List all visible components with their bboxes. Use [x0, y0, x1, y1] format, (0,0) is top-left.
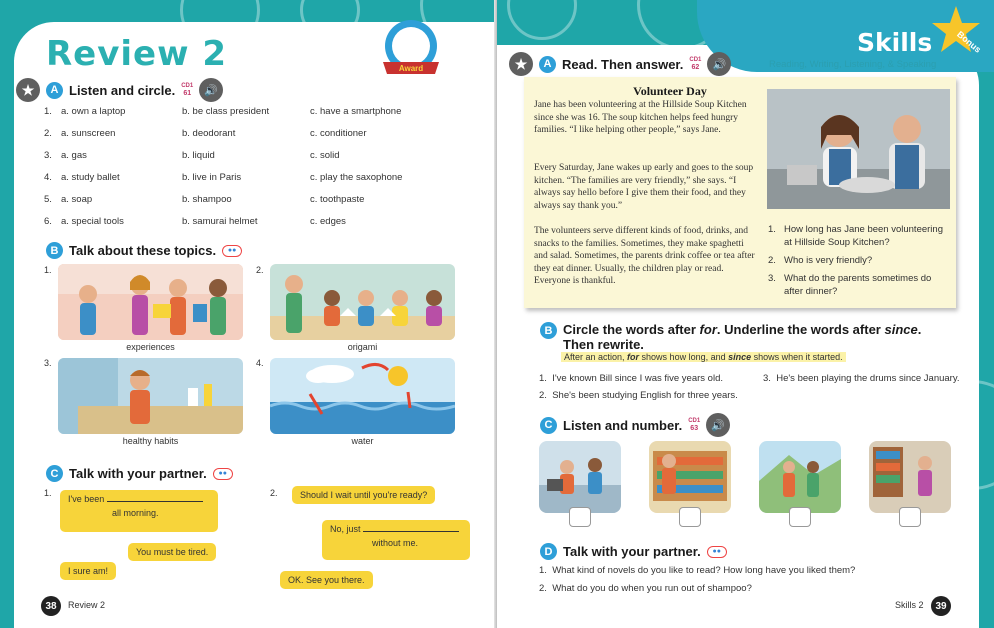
speech-bubble: Should I wait until you're ready? [292, 486, 435, 504]
section-c-heading: Listen and number. [563, 417, 683, 433]
section-c-header [46, 465, 233, 482]
section-a-header [16, 78, 223, 102]
discussion-item: 2. What do you do when you run out of shampoo? [539, 583, 752, 594]
speaker-icon[interactable]: 🔊 [707, 52, 731, 76]
exercise-item: 3. He's been playing the drums since January. [763, 373, 960, 384]
page-title: Skills [857, 28, 933, 57]
volunteer-photo [767, 89, 950, 209]
choice-c[interactable]: c. solid [310, 150, 340, 161]
question-item: 1. How long has Jane been volunteering at Hillside Soup Kitchen? [768, 224, 943, 248]
item-number: 6. [44, 216, 52, 227]
topic-number: 4. [256, 358, 264, 368]
listen-item-row [44, 172, 402, 183]
page-subtitle: Reading, Writing, Listening, & Speaking [769, 59, 937, 70]
star-icon: ★ [16, 78, 40, 102]
topic-image-experiences [58, 264, 243, 340]
item-number: 5. [44, 194, 52, 205]
answer-box[interactable] [569, 507, 591, 527]
story-paragraph: Jane has been volunteering at the Hillside Soup Kitchen since she was 16. The soup kitchen helps feed hungry families. “I like helping other people,” says Jane. [534, 100, 747, 135]
choice-b[interactable]: b. be class president [182, 106, 270, 117]
page-number: 38 [41, 596, 61, 616]
choice-c[interactable]: c. have a smartphone [310, 106, 402, 117]
choice-b[interactable]: b. live in Paris [182, 172, 242, 183]
answer-box[interactable] [679, 507, 701, 527]
topic-number: 1. [44, 265, 52, 275]
section-c-header [540, 413, 730, 437]
choice-a[interactable]: a. soap [61, 194, 93, 205]
bonus-star-icon [929, 4, 983, 58]
choice-b[interactable]: b. deodorant [182, 128, 236, 139]
topic-number: 3. [44, 358, 52, 368]
pair-work-icon: ●● [707, 546, 727, 558]
story-title: Volunteer Day [633, 84, 707, 98]
topic-label: healthy habits [122, 436, 179, 446]
question-item: 3. What do the parents sometimes do after dinner? [768, 273, 932, 297]
choice-a[interactable]: a. own a laptop [61, 106, 126, 117]
item-number: 1. [44, 106, 52, 117]
listen-item-row [44, 106, 401, 117]
answer-box[interactable] [789, 507, 811, 527]
reading-passage [524, 77, 956, 308]
pair-work-icon: ●● [213, 468, 233, 480]
choice-b[interactable]: b. samurai helmet [182, 216, 258, 227]
choice-c[interactable]: c. toothpaste [310, 194, 365, 205]
section-a-header [509, 52, 731, 76]
section-a-heading: Listen and circle. [69, 82, 176, 98]
section-letter: B [46, 242, 63, 259]
listen-item-row [44, 128, 367, 139]
choice-c[interactable]: c. conditioner [310, 128, 367, 139]
section-c-heading: Talk with your partner. [69, 466, 207, 481]
grammar-note: After an action, for shows how long, and since shows when it started. [561, 352, 846, 362]
choice-a[interactable]: a. gas [61, 150, 87, 161]
speech-bubble: OK. See you there. [280, 571, 373, 589]
exercise-item: 1. I've known Bill since I was five years old. [539, 373, 723, 384]
choice-a[interactable]: a. sunscreen [61, 128, 116, 139]
speech-bubble: I've been all morning. [60, 490, 218, 532]
listen-item-row [44, 150, 340, 161]
listening-image [869, 441, 951, 513]
question-list [768, 223, 952, 303]
choice-b[interactable]: b. shampoo [182, 194, 232, 205]
section-a-heading: Read. Then answer. [562, 56, 684, 72]
listening-image [759, 441, 841, 513]
choice-b[interactable]: b. liquid [182, 150, 215, 161]
footer-label: Skills 2 [895, 600, 924, 610]
cd-track: CD1 62 [689, 57, 702, 71]
cd-track: CD1 61 [181, 83, 194, 97]
topic-image-healthy-habits [58, 358, 243, 434]
speaker-icon[interactable]: 🔊 [199, 78, 223, 102]
answer-box[interactable] [899, 507, 921, 527]
speech-bubble: No, just without me. [322, 520, 470, 560]
choice-a[interactable]: a. study ballet [61, 172, 120, 183]
listen-item-row [44, 216, 346, 227]
award-label: Award [398, 64, 424, 73]
choice-c[interactable]: c. edges [310, 216, 346, 227]
topic-label: origami [347, 342, 378, 352]
topic-image-origami [270, 264, 455, 340]
dialog-number: 1. [44, 488, 52, 498]
item-number: 2. [44, 128, 52, 139]
page-number: 39 [931, 596, 951, 616]
item-number: 4. [44, 172, 52, 183]
topic-label: experiences [126, 342, 175, 352]
topic-label: water [351, 436, 374, 446]
section-b-header [46, 242, 242, 259]
story-paragraph: The volunteers serve different kinds of food, drinks, and snacks to the families. Sometimes, they make spaghetti and salad. Sometimes, the parents drink coffee or tea after they eat dinner. Usually, the children play or read. Everyone is thankful. [534, 226, 755, 286]
listen-item-row [44, 194, 364, 205]
cd-track: CD1 63 [688, 418, 701, 432]
star-icon: ★ [509, 52, 533, 76]
section-d-header [540, 543, 727, 560]
section-letter: A [46, 82, 63, 99]
page-title: Review 2 [46, 34, 228, 74]
footer-label: Review 2 [68, 600, 106, 610]
question-item: 2. Who is very friendly? [768, 255, 873, 266]
section-letter: D [540, 543, 557, 560]
section-b-header [540, 322, 921, 352]
section-letter: A [539, 56, 556, 73]
section-letter: B [540, 322, 557, 339]
speaker-icon[interactable]: 🔊 [706, 413, 730, 437]
bonus-label: Bonus [955, 29, 983, 55]
section-b-heading: Talk about these topics. [69, 243, 217, 258]
listening-image [649, 441, 731, 513]
choice-c[interactable]: c. play the saxophone [310, 172, 403, 183]
item-number: 3. [44, 150, 52, 161]
speech-bubble: I sure am! [60, 562, 116, 580]
choice-a[interactable]: a. special tools [61, 216, 124, 227]
topic-number: 2. [256, 265, 264, 275]
section-b-heading-line2: Then rewrite. [563, 337, 644, 352]
discussion-item: 1. What kind of novels do you like to read? How long have you liked them? [539, 565, 856, 576]
award-badge-icon [377, 18, 443, 84]
section-letter: C [46, 465, 63, 482]
topic-image-water [270, 358, 455, 434]
page-edge [0, 0, 14, 628]
story-paragraph: Every Saturday, Jane wakes up early and goes to the soup kitchen. “The families are very friendly,” she says. “I always say hello before I give them their food, and they always say thank you.” [534, 163, 754, 211]
dialog-number: 2. [270, 488, 278, 498]
section-b-heading-line1: Circle the words after for. Underline the words after since. [563, 322, 922, 337]
speech-bubble: You must be tired. [128, 543, 216, 561]
section-letter: C [540, 417, 557, 434]
exercise-item: 2. She's been studying English for three years. [539, 390, 738, 401]
section-d-heading: Talk with your partner. [563, 544, 701, 559]
right-page [497, 0, 994, 628]
pair-work-icon: ●● [222, 245, 242, 257]
listening-image [539, 441, 621, 513]
